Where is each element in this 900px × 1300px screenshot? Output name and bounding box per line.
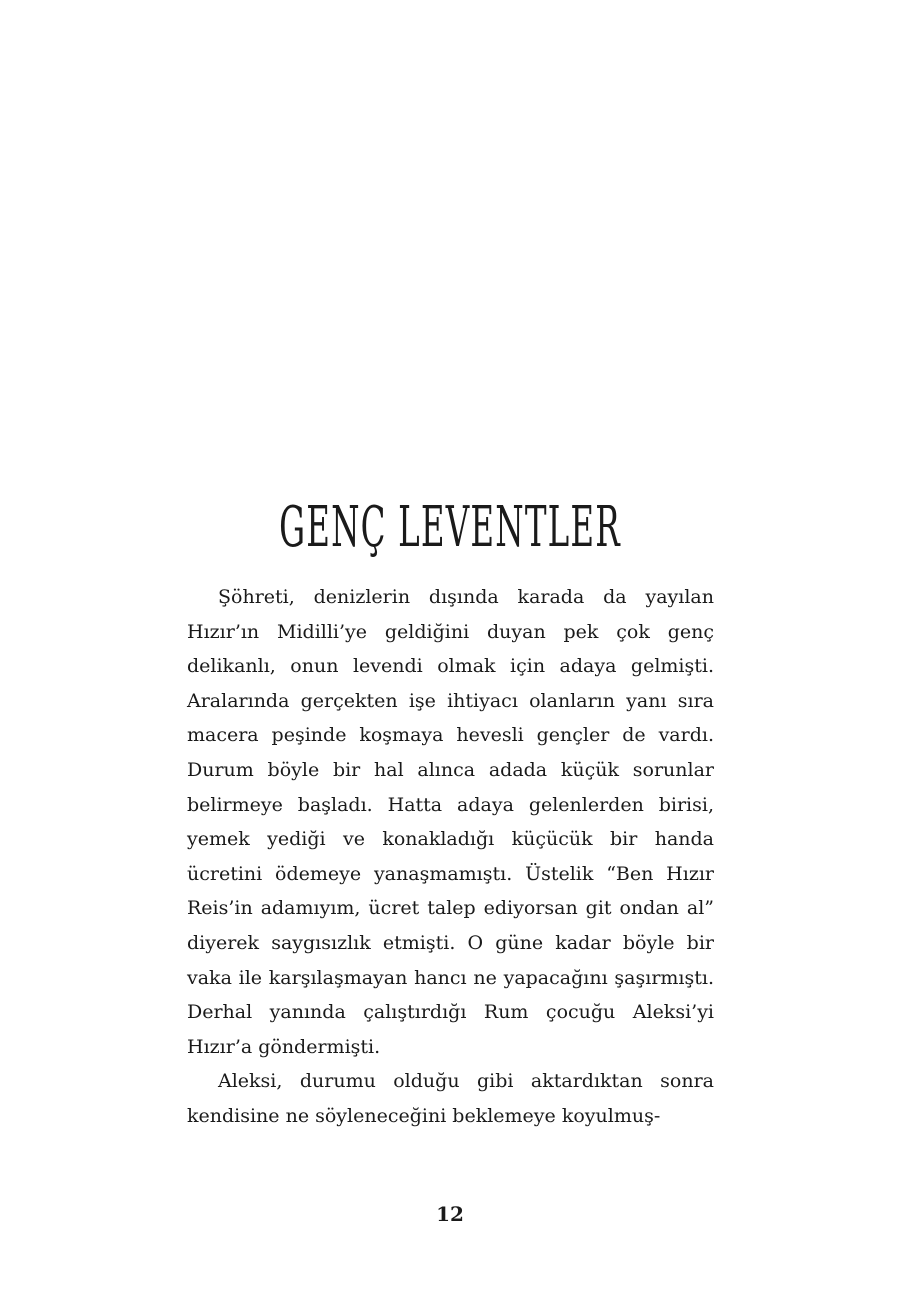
- paragraph: Şöhreti, denizlerin dışında karada da yayılan Hızır’ın Midilli’ye geldiğini duyan pek çok genç delikanlı, onun levendi olmak için adaya gelmişti. Aralarında gerçekten işe ihtiyacı olanların yanı sıra macera peşinde koşmaya hevesli gençler de vardı. Durum böyle bir hal alınca adada küçük sorunlar belirmeye başladı. Hatta adaya gelenlerden birisi, yemek yediği ve konakladığı küçücük bir handa ücretini ödemeye yanaşmamıştı. Üstelik “Ben Hızır Reis’in adamıyım, ücret talep ediyorsan git ondan al” diyerek saygısızlık etmişti. O güne kadar böyle bir vaka ile karşılaşmayan hancı ne yapacağını şaşırmıştı. Derhal yanında çalıştırdığı Rum çocuğu Aleksi’yi Hızır’a göndermişti.: [187, 586, 714, 1058]
- chapter-title: GENÇ LEVENTLER: [279, 494, 621, 560]
- paragraph: Aleksi, durumu olduğu gibi aktardıktan sonra kendisine ne söyleneceğini beklemeye koyulmuş-: [187, 1070, 714, 1127]
- page-number: 12: [436, 1202, 464, 1226]
- body-text: [187, 580, 714, 1134]
